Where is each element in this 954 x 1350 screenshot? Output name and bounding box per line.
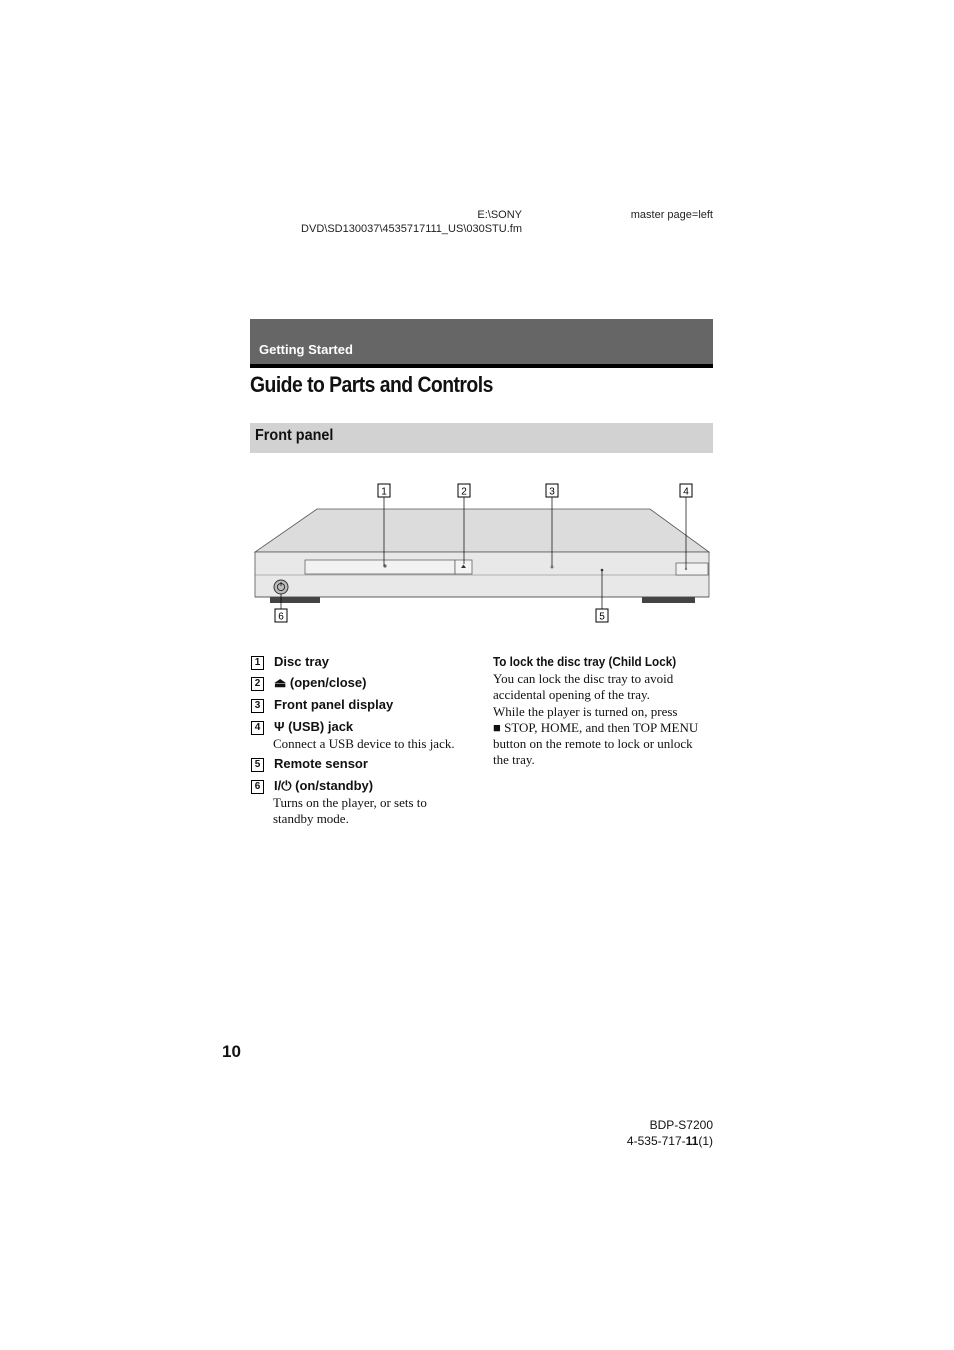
item-remote-sensor	[251, 756, 368, 772]
on-standby-description	[273, 795, 427, 827]
child-lock-line: accidental opening of the tray.	[493, 687, 650, 703]
item-num-box: 4	[251, 721, 264, 735]
item-label: Disc tray	[274, 654, 329, 669]
callout-1: 1	[381, 486, 387, 498]
callout-3: 3	[549, 486, 555, 498]
item-disc-tray	[251, 654, 329, 670]
item-label: Ψ (USB) jack	[274, 719, 354, 734]
item-num-box: 2	[251, 677, 264, 691]
item-num-box: 1	[251, 656, 264, 670]
document-code-bold: 11	[685, 1134, 699, 1148]
child-lock-line: the tray.	[493, 752, 535, 768]
callout-6: 6	[278, 611, 284, 623]
item-front-panel-display	[251, 697, 393, 713]
child-lock-line: You can lock the disc tray to avoid	[493, 671, 674, 686]
on-standby-description-line2: standby mode.	[273, 811, 349, 826]
file-path-line2: DVD\SD130037\4535717111_US\030STU.fm	[301, 223, 522, 235]
item-label: ⏏ (open/close)	[274, 675, 367, 690]
item-open-close	[251, 675, 366, 691]
item-num-box: 6	[251, 780, 264, 794]
child-lock-line: While the player is turned on, press	[493, 703, 678, 719]
usb-door-shape	[676, 563, 708, 575]
section-band-rule	[250, 364, 713, 368]
item-on-standby	[251, 778, 373, 794]
callout-2: 2	[461, 486, 467, 498]
page-title: Guide to Parts and Controls	[250, 372, 493, 397]
disc-tray	[305, 560, 455, 574]
child-lock-line: ■ STOP, HOME, and then TOP MENU	[493, 719, 699, 735]
child-lock-line: button on the remote to lock or unlock	[493, 736, 693, 752]
callout-5: 5	[599, 611, 605, 623]
document-code-suffix: (1)	[698, 1134, 713, 1148]
document-code-prefix: 4-535-717-	[626, 1134, 686, 1148]
front-panel-diagram	[250, 478, 713, 628]
player-front-face	[255, 552, 709, 597]
model-number: BDP-S7200	[649, 1118, 713, 1132]
file-path-line1: E:\SONY	[477, 209, 522, 221]
item-num-box: 5	[251, 758, 264, 772]
item-label: Remote sensor	[274, 756, 368, 771]
child-lock-body	[493, 671, 715, 769]
master-page-label: master page=left	[630, 209, 713, 221]
callout-4: 4	[683, 486, 689, 498]
section-label: Getting Started	[259, 342, 353, 357]
file-path	[280, 208, 522, 236]
page-number: 10	[222, 1042, 241, 1061]
player-top-surface	[255, 509, 709, 552]
item-label: Front panel display	[274, 697, 394, 712]
on-standby-description-line1: Turns on the player, or sets to	[273, 795, 427, 810]
item-label: I/⏻ (on/standby)	[274, 778, 374, 793]
usb-jack-description: Connect a USB device to this jack.	[273, 736, 455, 751]
subsection-title: Front panel	[255, 427, 334, 444]
document-code	[560, 1133, 713, 1149]
item-num-box: 3	[251, 699, 264, 713]
child-lock-title: To lock the disc tray (Child Lock)	[493, 654, 677, 669]
item-usb-jack	[251, 719, 353, 735]
